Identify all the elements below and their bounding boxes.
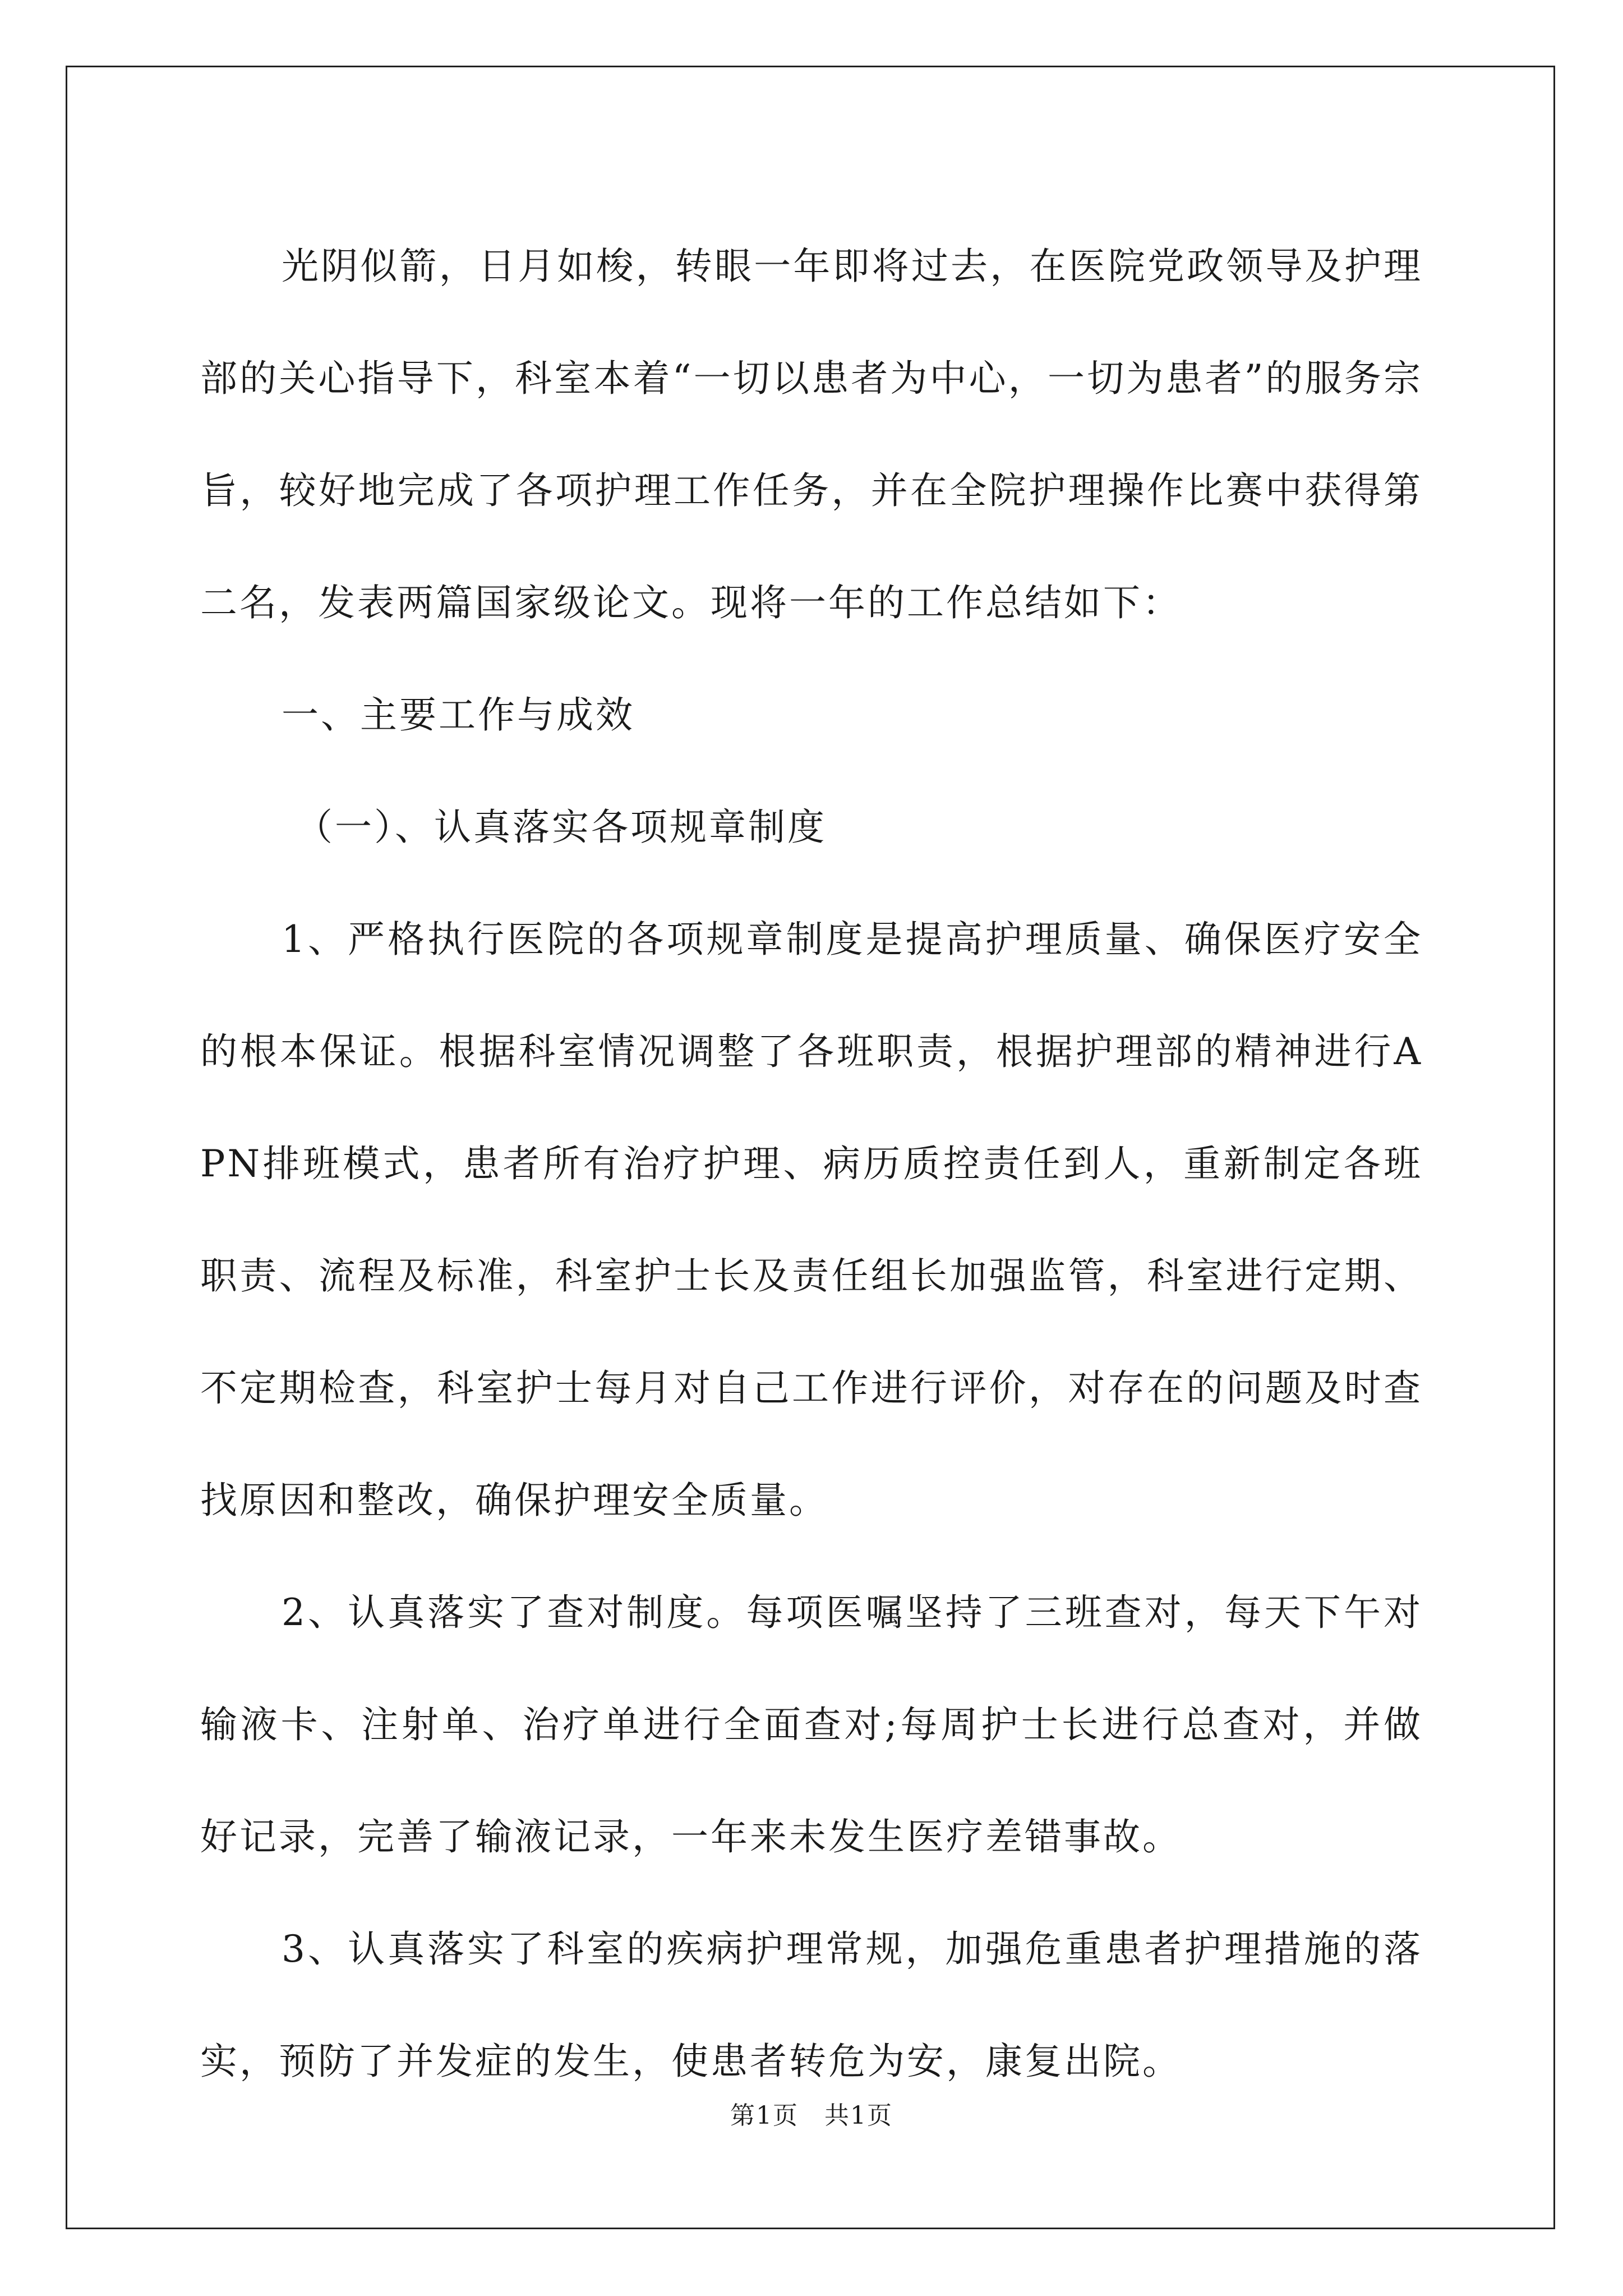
subsection-heading: （一）、认真落实各项规章制度 xyxy=(296,806,827,849)
paragraph-item-3: 3、认真落实了科室的疾病护理常规，加强危重患者护理措施的落实，预防了并发症的发生，使患者转危为安，康复出院。 xyxy=(200,1927,1423,2083)
section-heading: 一、主要工作与成效 xyxy=(282,693,635,737)
paragraph-item-1: 1、严格执行医院的各项规章制度是提高护理质量、确保医疗安全的根本保证。根据科室情况调整了各班职责，根据护理部的精神进行APN排班模式，患者所有治疗护理、病历质控责任到人，重新制定各班职责、流程及标准，科室护士长及责任组长加强监管，科室进行定期、不定期检查，科室护士每月对自己工作进行评价，对存在的问题及时查找原因和整改，确保护理安全质量。 xyxy=(200,918,1423,1522)
document-body xyxy=(200,210,1423,2118)
paragraph-intro: 光阴似箭，日月如梭，转眼一年即将过去，在医院党政领导及护理部的关心指导下，科室本着“一切以患者为中心，一切为患者”的服务宗旨，较好地完成了各项护理工作任务，并在全院护理操作比赛中获得第二名，发表两篇国家级论文。现将一年的工作总结如下： xyxy=(200,245,1423,624)
page-number-footer: 第1页 共1页 xyxy=(730,2101,893,2130)
paragraph-item-2: 2、认真落实了查对制度。每项医嘱坚持了三班查对，每天下午对输液卡、注射单、治疗单进行全面查对;每周护士长进行总查对，并做好记录，完善了输液记录，一年来未发生医疗差错事故。 xyxy=(200,1591,1423,1858)
